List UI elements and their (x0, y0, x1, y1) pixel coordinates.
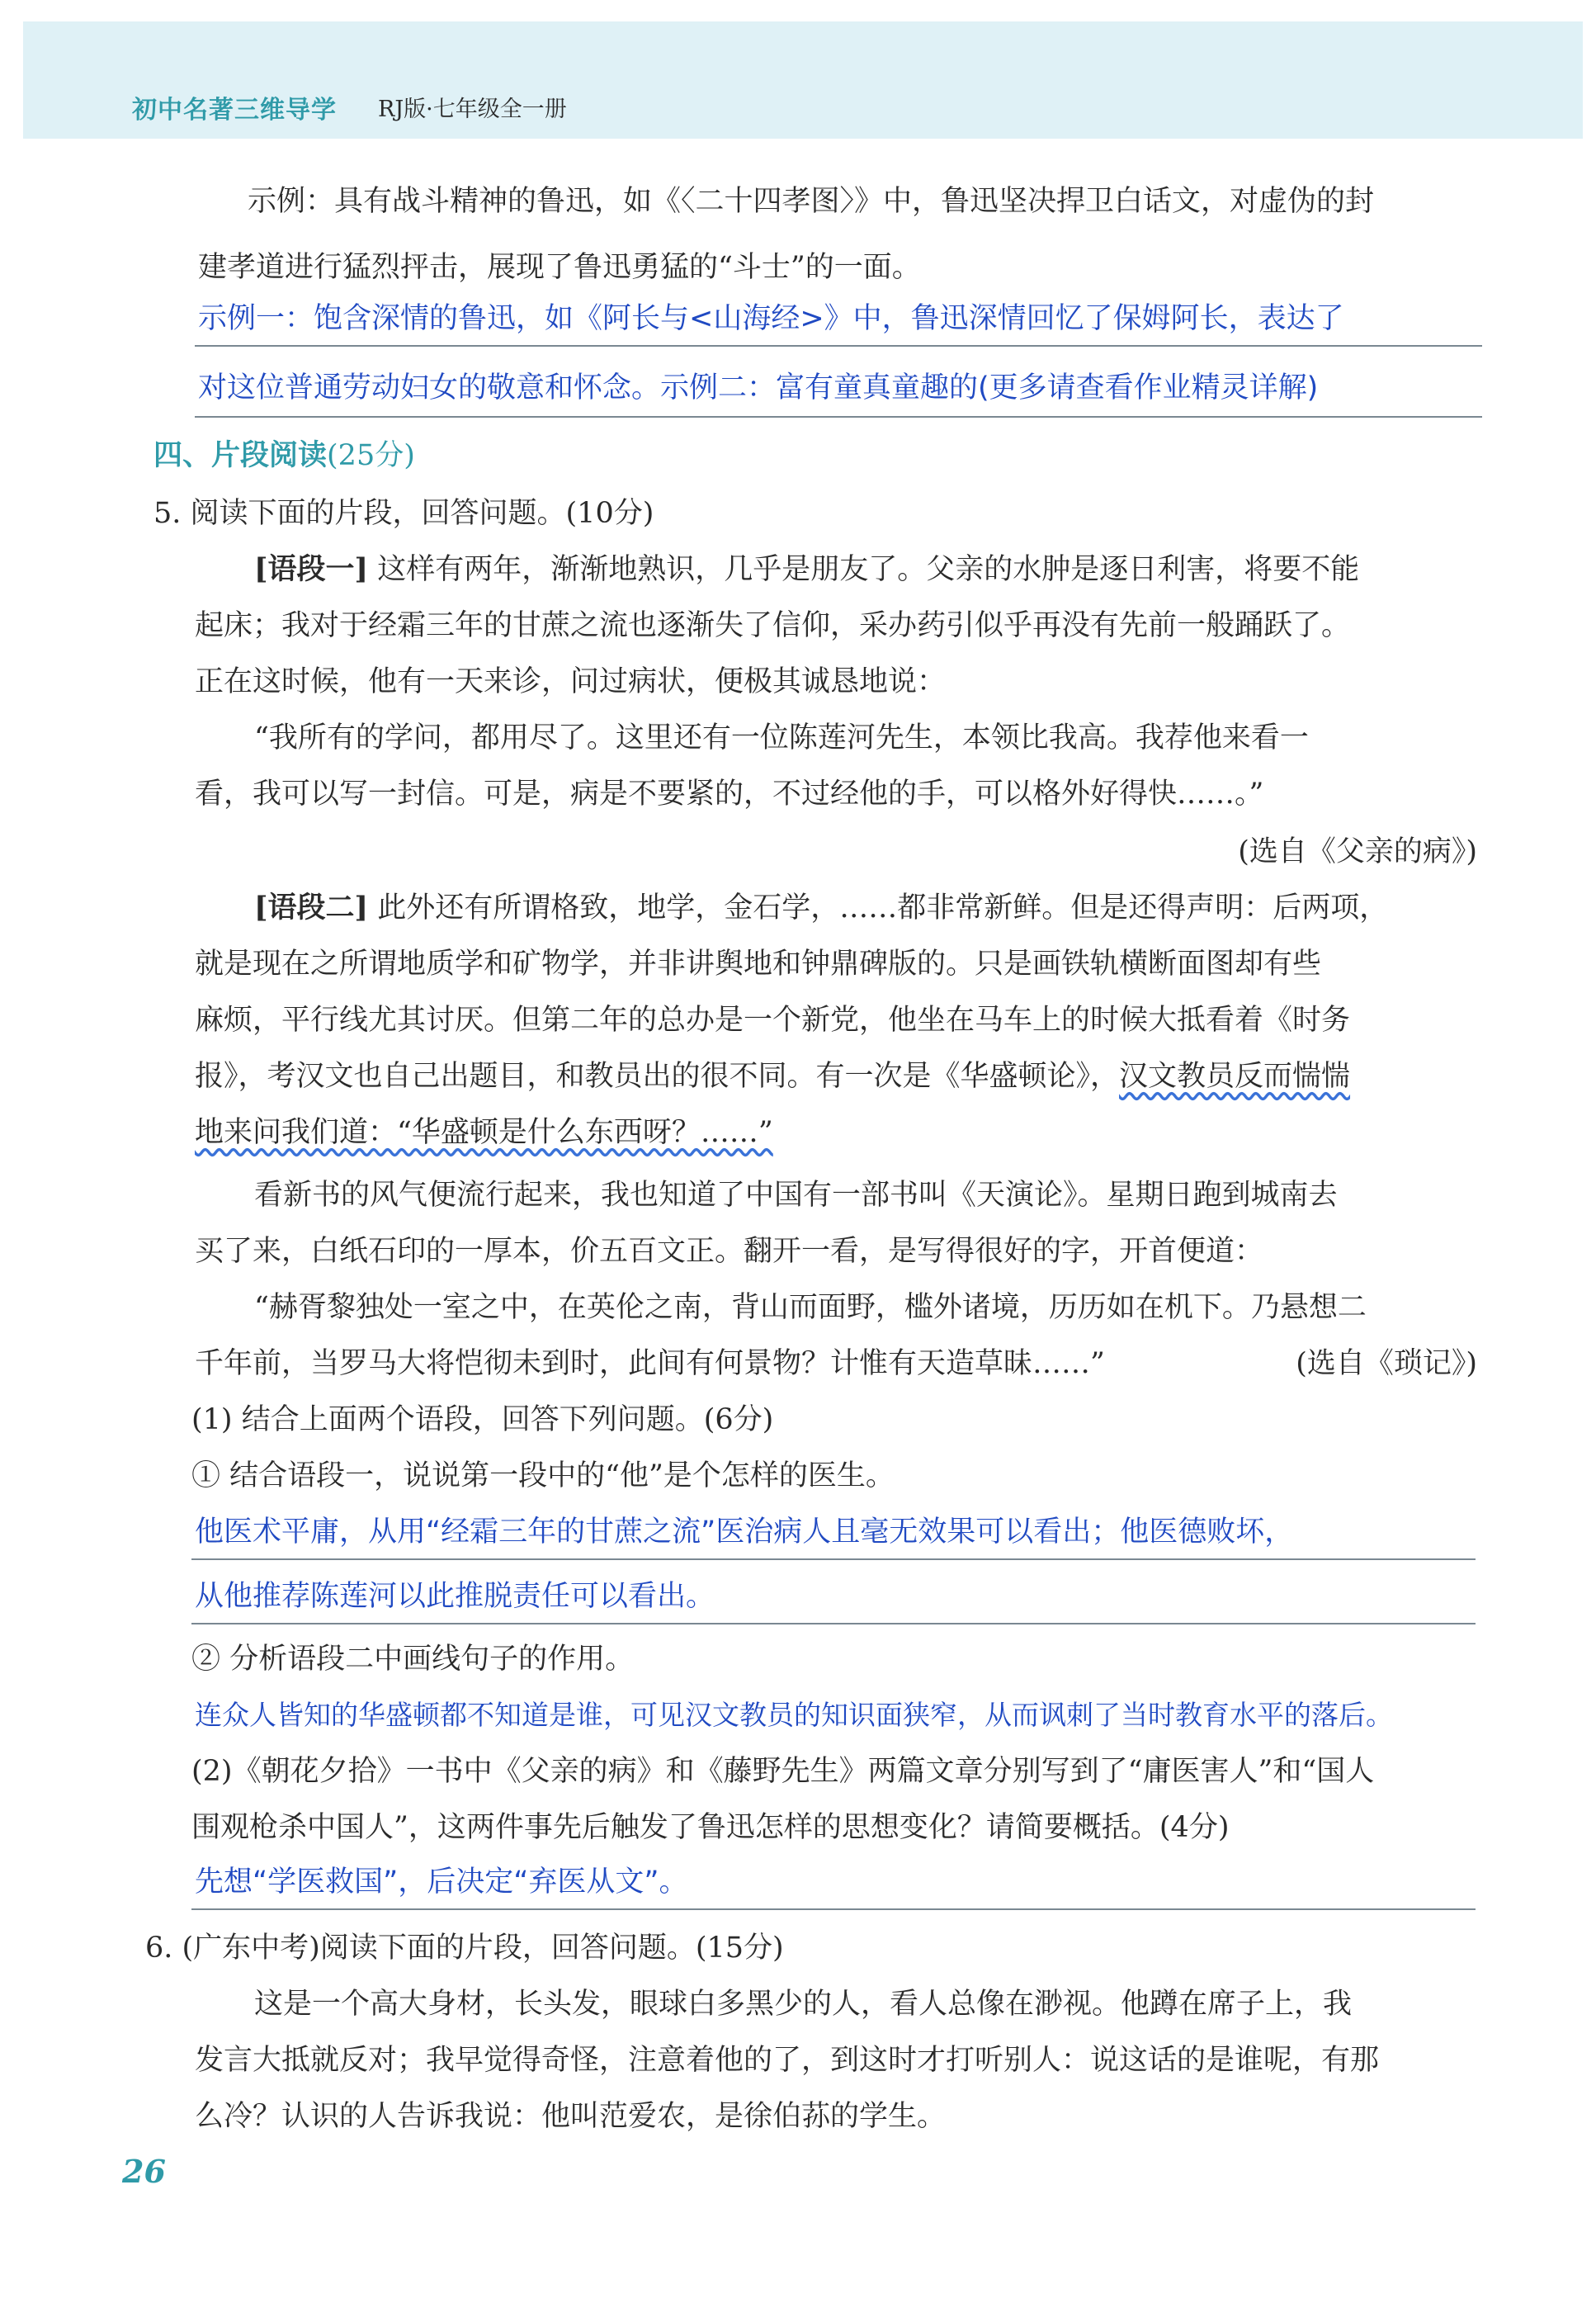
passage-line: 么冷？认识的人告诉我说：他叫范爱农，是徐伯荪的学生。 (195, 2100, 947, 2133)
sub-question: ② 分析语段二中画线句子的作用。 (191, 1643, 635, 1676)
book-edition: RJ版·七年级全一册 (378, 97, 567, 122)
underlined-sentence: 地来问我们道：“华盛顿是什么东西呀？……” (195, 1116, 773, 1149)
answer-rule (195, 345, 1482, 347)
section-title: 四、片段阅读 (153, 439, 328, 472)
passage-line (195, 1057, 1350, 1096)
answer-line: 连众人皆知的华盛顿都不知道是谁，可见汉文教员的知识面狭窄，从而讽刺了当时教育水平的落后。 (195, 1699, 1393, 1731)
passage-text: 报》，考汉文也自己出题目，和教员出的很不同。有一次是《华盛顿论》， (195, 1060, 1120, 1093)
passage-line: 这是一个高大身材，长头发，眼球白多黑少的人，看人总像在渺视。他蹲在席子上，我 (254, 1988, 1353, 2021)
sub-question: (1) 结合上面两个语段，回答下列问题。(6分) (191, 1403, 774, 1436)
passage-line: 看，我可以写一封信。可是，病是不要紧的，不过经他的手，可以格外好得快……。” (195, 778, 1264, 811)
passage-line: 就是现在之所谓地质学和矿物学，并非讲舆地和钟鼎碑版的。只是画铁轨横断面图却有些 (195, 948, 1322, 981)
passage-label: [语段二] (254, 891, 369, 925)
passage-line (254, 550, 1359, 589)
example-line: 建孝道进行猛烈抨击，展现了鲁迅勇猛的“斗士”的一面。 (198, 251, 921, 284)
example-line: 示例：具有战斗精神的鲁迅，如《〈二十四孝图〉》中，鲁迅坚决捍卫白话文，对虚伪的封 (248, 185, 1375, 218)
answer-line: 从他推荐陈莲河以此推脱责任可以看出。 (195, 1580, 715, 1613)
section-heading (153, 436, 415, 475)
answer-line: 对这位普通劳动妇女的敬意和怀念。示例二：富有童真童趣的(更多请查看作业精灵详解) (198, 371, 1319, 404)
answer-line: 先想“学医救国”，后决定“弃医从文”。 (195, 1866, 688, 1899)
answer-line: 示例一：饱含深情的鲁迅，如《阿长与<山海经>》中，鲁迅深情回忆了保姆阿长，表达了 (198, 302, 1344, 335)
sub-question: 围观枪杀中国人”，这两件事先后触发了鲁迅怎样的思想变化？请简要概括。(4分) (191, 1811, 1230, 1844)
page-number: 26 (122, 2153, 166, 2190)
answer-rule (191, 1558, 1476, 1560)
passage-line: 起床；我对于经霜三年的甘蔗之流也逐渐失了信仰，采办药引似乎再没有先前一般踊跃了。 (195, 609, 1351, 642)
passage-line: 买了来，白纸石印的一厚本，价五百文正。翻开一看，是写得很好的字，开首便道： (195, 1235, 1264, 1268)
passage-line: “我所有的学问，都用尽了。这里还有一位陈莲河先生，本领比我高。我荐他来看一 (254, 721, 1309, 754)
passage-source: (选自《父亲的病》) (1238, 835, 1477, 868)
passage-line (254, 888, 1388, 928)
question-prompt: 5. 阅读下面的片段，回答问题。(10分) (153, 497, 654, 530)
passage-line: 正在这时候，他有一天来诊，问过病状，便极其诚恳地说： (195, 665, 947, 698)
passage-label: [语段一] (254, 552, 369, 586)
passage-line: 千年前，当罗马大将恺彻未到时，此间有何景物？计惟有天造草昧……” (195, 1347, 1105, 1380)
underlined-sentence: 汉文教员反而惴惴 (1119, 1060, 1351, 1093)
passage-line: 麻烦，平行线尤其讨厌。但第二年的总办是一个新党，他坐在马车上的时候大抵看着《时务 (195, 1004, 1351, 1037)
answer-line: 他医术平庸，从用“经霜三年的甘蔗之流”医治病人且毫无效果可以看出；他医德败坏， (195, 1516, 1294, 1549)
passage-text: 此外还有所谓格致，地学，金石学，……都非常新鲜。但是还得声明：后两项， (377, 891, 1389, 925)
passage-line: 发言大抵就反对；我早觉得奇怪，注意着他的了，到这时才打听别人：说这话的是谁呢，有那 (195, 2044, 1380, 2077)
passage-source: (选自《琐记》) (1296, 1347, 1477, 1380)
question-prompt: 6. (广东中考)阅读下面的片段，回答问题。(15分) (145, 1932, 784, 1965)
sub-question: ① 结合语段一，说说第一段中的“他”是个怎样的医生。 (191, 1459, 895, 1492)
answer-rule (191, 1908, 1476, 1910)
book-series-title: 初中名著三维导学 (132, 96, 337, 125)
answer-rule (195, 416, 1482, 418)
section-score: (25分) (327, 439, 415, 472)
answer-rule (191, 1623, 1476, 1624)
passage-line: 看新书的风气便流行起来，我也知道了中国有一部书叫《天演论》。星期日跑到城南去 (254, 1179, 1338, 1212)
passage-text: 这样有两年，渐渐地熟识，几乎是朋友了。父亲的水肿是逐日利害，将要不能 (377, 553, 1360, 586)
sub-question: (2)《朝花夕拾》一书中《父亲的病》和《藤野先生》两篇文章分别写到了“庸医害人”和“国人 (191, 1755, 1375, 1788)
passage-line: “赫胥黎独处一室之中，在英伦之南，背山而面野，槛外诸境，历历如在机下。乃悬想二 (254, 1291, 1367, 1324)
